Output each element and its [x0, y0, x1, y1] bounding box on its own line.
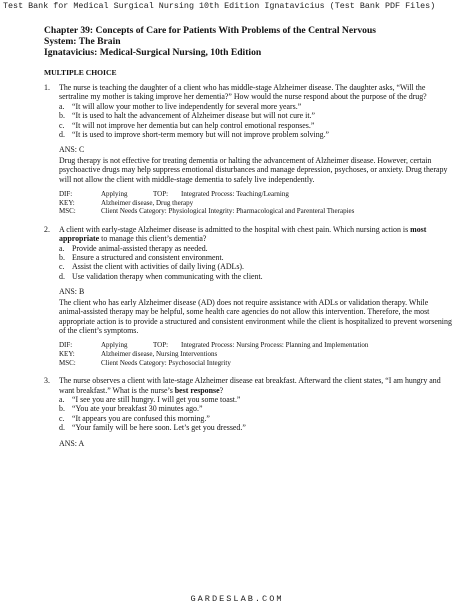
- meta-msc-row: [59, 359, 454, 368]
- msc-label: MSC:: [59, 358, 76, 367]
- stem-emphasis: best response: [174, 385, 220, 395]
- question-stem: The nurse is teaching the daughter of a client who has middle-stage Alzheimer disease. The daughter asks, “Will the sertraline my mother is taking improve her dementia?” How would the nurse respond about the purpose of the drug?: [59, 83, 427, 102]
- rationale: Drug therapy is not effective for treating dementia or halting the advancement of Alzheimer disease. However, certain psychoactive drugs may help suppress emotional disturbances and manage depression, psychoses, or anxiety. Drug therapy will not allow the client with middle-stage dementia to safely live independently.: [59, 155, 448, 184]
- key-label: KEY:: [59, 349, 75, 358]
- question-stem: [59, 225, 454, 244]
- dif-label: DIF:: [59, 341, 73, 350]
- option-text: “It will allow your mother to live independently for several more years.”: [72, 101, 302, 111]
- question-metadata: [59, 341, 454, 367]
- chapter-title-line-3: Ignatavicius: Medical-Surgical Nursing, 10th Edition: [44, 47, 262, 58]
- key-value: Alzheimer disease, Drug therapy: [101, 198, 194, 207]
- option-letter: a.: [59, 101, 65, 111]
- option-text: Ensure a structured and consistent environment.: [72, 253, 224, 263]
- stem-text: A client with early-stage Alzheimer disease is admitted to the hospital with chest pain. Which nursing action is: [59, 224, 411, 234]
- meta-key-row: [59, 199, 454, 208]
- option-text: “It appears you are confused this morning.”: [72, 413, 210, 423]
- page-header: Test Bank for Medical Surgical Nursing 10th Edition Ignatavicius (Test Bank PDF Files): [3, 1, 436, 11]
- option-letter: a.: [59, 243, 65, 253]
- option-text: “Your family will be here soon. Let’s get you dressed.”: [72, 423, 246, 433]
- option-b: [59, 111, 454, 120]
- page-footer: GARDESLAB.COM: [190, 594, 284, 604]
- stem-emphasis: most appropriate: [59, 224, 427, 244]
- chapter-title-line-1: Chapter 39: Concepts of Care for Patients With Problems of the Central Nervous: [44, 25, 377, 36]
- dif-label: DIF:: [59, 190, 73, 199]
- option-text: Provide animal-assisted therapy as needed.: [72, 243, 208, 253]
- msc-label: MSC:: [59, 207, 76, 216]
- chapter-title: [44, 25, 454, 58]
- question-2: [44, 225, 454, 367]
- question-stem: [59, 376, 454, 395]
- option-text: “It is used to improve short-term memory but will not improve problem solving.”: [72, 130, 330, 140]
- option-letter: d.: [59, 271, 65, 281]
- option-d: [59, 423, 454, 432]
- option-d: [59, 272, 454, 281]
- option-letter: d.: [59, 423, 65, 433]
- option-text: “It is used to halt the advancement of Alzheimer disease but will not cure it.”: [72, 111, 315, 121]
- option-b: [59, 253, 454, 262]
- option-text: “It will not improve her dementia but can help control emotional responses.”: [72, 120, 315, 130]
- option-d: [59, 130, 454, 139]
- question-number: 2.: [44, 224, 50, 234]
- document-body: [44, 25, 454, 448]
- option-a: [59, 395, 454, 404]
- option-letter: c.: [59, 413, 65, 423]
- top-label: TOP:: [153, 190, 169, 199]
- answer: ANS: B: [59, 287, 85, 297]
- top-value: Integrated Process: Teaching/Learning: [181, 190, 289, 199]
- option-c: [59, 121, 454, 130]
- question-3: [44, 376, 454, 448]
- meta-msc-row: [59, 207, 454, 216]
- option-a: [59, 244, 454, 253]
- option-letter: b.: [59, 111, 65, 121]
- top-value: Integrated Process: Nursing Process: Planning and Implementation: [181, 341, 369, 350]
- stem-text-end: to manage this client’s dementia?: [99, 234, 207, 244]
- answer: ANS: A: [59, 438, 85, 448]
- option-c: [59, 414, 454, 423]
- rationale: The client who has early Alzheimer disease (AD) does not require assistance with ADLs or validation therapy. While animal-assisted therapy may be helpful, some health care agencies do not allow this intervention. Therefore, the most appropriate action is to provide a structured and consistent environment while the client is hospitalized to prevent worsening of the client’s symptoms.: [59, 297, 452, 335]
- option-a: [59, 102, 454, 111]
- chapter-title-line-2: System: The Brain: [44, 36, 121, 47]
- key-value: Alzheimer disease, Nursing Interventions: [101, 349, 218, 358]
- top-label: TOP:: [153, 341, 169, 350]
- key-label: KEY:: [59, 198, 75, 207]
- option-letter: b.: [59, 253, 65, 263]
- option-c: [59, 262, 454, 271]
- option-letter: a.: [59, 394, 65, 404]
- option-text: “You ate your breakfast 30 minutes ago.”: [72, 404, 203, 414]
- question-1: [44, 83, 454, 216]
- option-text: Assist the client with activities of daily living (ADLs).: [72, 262, 245, 272]
- msc-value: Client Needs Category: Physiological Integrity: Pharmacological and Parenteral Therapies: [101, 207, 355, 216]
- msc-value: Client Needs Category: Psychosocial Integrity: [101, 358, 231, 367]
- question-metadata: [59, 190, 454, 216]
- option-text: Use validation therapy when communicating with the client.: [72, 271, 263, 281]
- option-letter: c.: [59, 120, 65, 130]
- meta-dif-row: [59, 190, 454, 199]
- section-heading: MULTIPLE CHOICE: [44, 68, 117, 77]
- option-letter: c.: [59, 262, 65, 272]
- question-number: 3.: [44, 376, 50, 386]
- option-b: [59, 404, 454, 413]
- meta-dif-row: [59, 341, 454, 350]
- option-letter: d.: [59, 130, 65, 140]
- answer: ANS: C: [59, 145, 85, 155]
- option-text: “I see you are still hungry. I will get you some toast.”: [72, 394, 241, 404]
- dif-value: Applying: [101, 190, 128, 199]
- dif-value: Applying: [101, 341, 128, 350]
- meta-key-row: [59, 350, 454, 359]
- question-number: 1.: [44, 83, 50, 92]
- stem-text-end: ?: [219, 385, 224, 395]
- option-letter: b.: [59, 404, 65, 414]
- stem-text: The nurse observes a client with late-stage Alzheimer disease eat breakfast. Afterward the client states, “I am hungry and want breakfast.” What is the nurse’s: [59, 376, 441, 395]
